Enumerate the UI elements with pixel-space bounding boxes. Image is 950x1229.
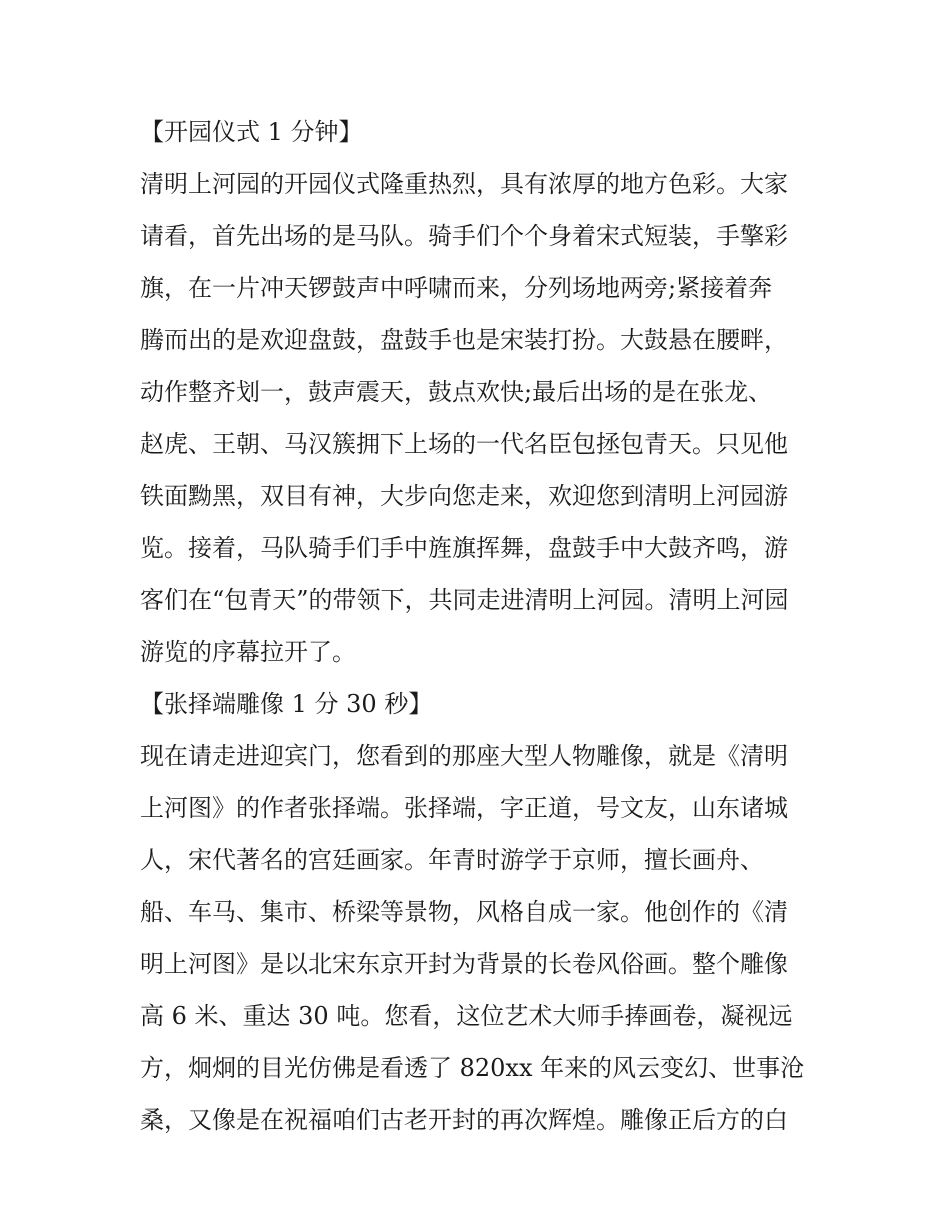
paragraph-line: 旗，在一片冲天锣鼓声中呼啸而来，分列场地两旁;紧接着奔 — [140, 274, 773, 302]
paragraph-line: 上河图》的作者张择端。张择端，字正道，号文友，山东诸城 — [140, 794, 788, 822]
paragraph-line: 清明上河园的开园仪式隆重热烈，具有浓厚的地方色彩。大家 — [140, 170, 788, 198]
paragraph-line: 船、车马、集市、桥梁等景物，风格自成一家。他创作的《清 — [140, 898, 788, 926]
document-body — [140, 106, 820, 1146]
paragraph-line: 请看，首先出场的是马队。骑手们个个身着宋式短装，手擎彩 — [140, 222, 788, 250]
paragraph-line: 明上河图》是以北宋东京开封为背景的长卷风俗画。整个雕像 — [140, 950, 788, 978]
paragraph-line: 人，宋代著名的宫廷画家。年青时游学于京师，擅长画舟、 — [140, 846, 764, 874]
paragraph-line: 铁面黝黑，双目有神，大步向您走来，欢迎您到清明上河园游 — [140, 482, 788, 510]
paragraph-line: 方，炯炯的目光仿佛是看透了 820xx 年来的风云变幻、世事沧 — [140, 1054, 805, 1082]
paragraph-line: 动作整齐划一，鼓声震天，鼓点欢快;最后出场的是在张龙、 — [140, 378, 773, 406]
paragraph-line: 客们在“包青天”的带领下，共同走进清明上河园。清明上河园 — [140, 586, 789, 614]
paragraph-line: 桑，又像是在祝福咱们古老开封的再次辉煌。雕像正后方的白 — [140, 1106, 788, 1134]
paragraph-line: 览。接着，马队骑手们手中旌旗挥舞，盘鼓手中大鼓齐鸣，游 — [140, 534, 788, 562]
section-heading-opening-ceremony: 【开园仪式 1 分钟】 — [140, 118, 363, 146]
paragraph-line: 游览的序幕拉开了。 — [140, 638, 356, 666]
section-heading-zhang-zeduan-statue: 【张择端雕像 1 分 30 秒】 — [140, 690, 433, 718]
paragraph-line: 腾而出的是欢迎盘鼓，盘鼓手也是宋装打扮。大鼓悬在腰畔， — [140, 326, 788, 354]
paragraph-line: 高 6 米、重达 30 吨。您看，这位艺术大师手捧画卷，凝视远 — [140, 1002, 793, 1030]
paragraph-line: 赵虎、王朝、马汉簇拥下上场的一代名臣包拯包青天。只见他 — [140, 430, 788, 458]
paragraph-line: 现在请走进迎宾门，您看到的那座大型人物雕像，就是《清明 — [140, 742, 788, 770]
